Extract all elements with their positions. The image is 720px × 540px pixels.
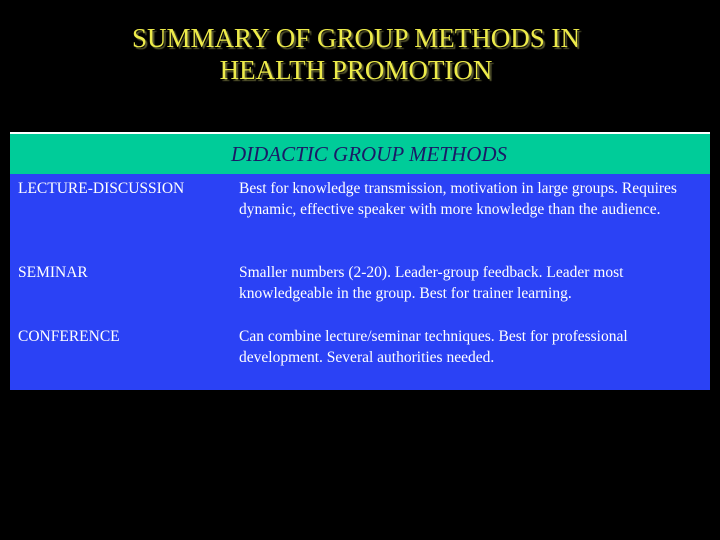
method-description: Best for knowledge transmission, motivation in large groups. Requires dynamic, effective speaker with more knowledge than the audience.	[239, 180, 677, 218]
method-description: Smaller numbers (2-20). Leader-group feedback. Leader most knowledgeable in the group. Best for trainer learning.	[239, 264, 624, 302]
table-row	[10, 322, 710, 390]
method-name: LECTURE-DISCUSSION	[18, 180, 185, 197]
slide-title	[0, 22, 712, 86]
method-description: Can combine lecture/seminar techniques. Best for professional development. Several authorities needed.	[239, 328, 628, 366]
method-name: CONFERENCE	[18, 328, 120, 345]
table-header: DIDACTIC GROUP METHODS	[10, 132, 710, 174]
methods-table	[10, 132, 710, 390]
table-row	[10, 174, 710, 254]
table-row	[10, 254, 710, 322]
slide-title-line-2: HEALTH PROMOTION	[219, 55, 493, 85]
slide-title-line-1: SUMMARY OF GROUP METHODS IN	[131, 23, 581, 53]
method-name: SEMINAR	[18, 264, 88, 281]
